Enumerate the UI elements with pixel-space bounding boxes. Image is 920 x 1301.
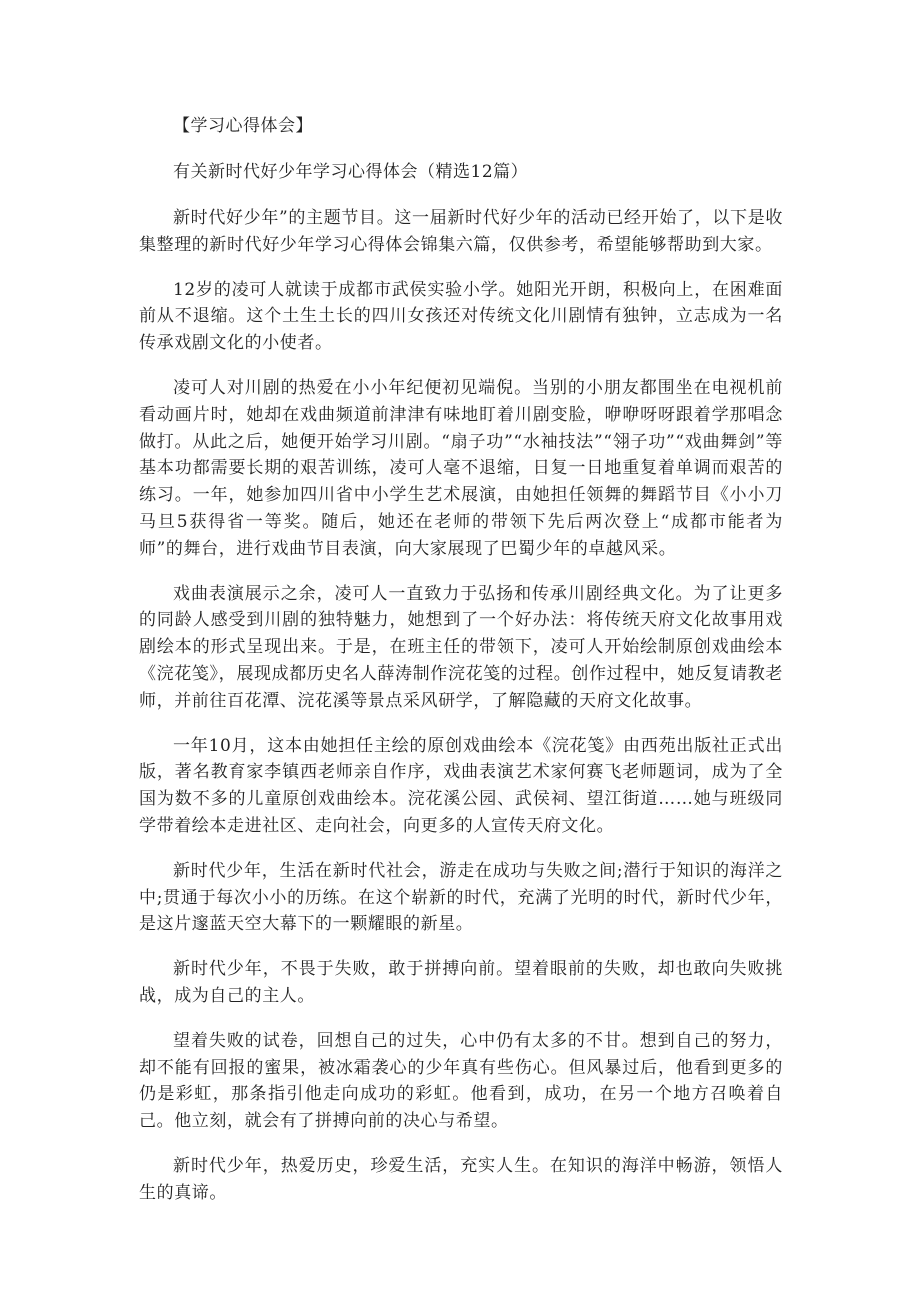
- section-heading: 【学习心得体会】: [173, 116, 313, 136]
- document-body: [139, 113, 783, 1207]
- document-title: 有关新时代好少年学习心得体会（精选12篇）: [173, 162, 529, 182]
- paragraph: 12岁的凌可人就读于成都市武侯实验小学。她阳光开朗，积极向上，在困难面前从不退缩。这个土生土长的四川女孩还对传统文化川剧情有独钟，立志成为一名传承戏剧文化的小使者。: [139, 279, 783, 354]
- paragraph: 戏曲表演展示之余，凌可人一直致力于弘扬和传承川剧经典文化。为了让更多的同龄人感受到川剧的独特魅力，她想到了一个好办法：将传统天府文化故事用戏剧绘本的形式呈现出来。于是，在班主任的带领下，凌可人开始绘制原创戏曲绘本《浣花笺》，展现成都历史名人薛涛制作浣花笺的过程。创作过程中，她反复请教老师，并前往百花潭、浣花溪等景点采风研学，了解隐藏的天府文化故事。: [139, 583, 783, 711]
- paragraph: 望着失败的试卷，回想自己的过失，心中仍有太多的不甘。想到自己的努力，却不能有回报的蜜果，被冰霜袭心的少年真有些伤心。但风暴过后，他看到更多的仍是彩虹，那条指引他走向成功的彩虹。他看到，成功，在另一个地方召唤着自己。他立刻，就会有了拼搏向前的决心与希望。: [139, 1030, 783, 1132]
- paragraph: 新时代少年，生活在新时代社会，游走在成功与失败之间;潜行于知识的海洋之中;贯通于每次小小的历练。在这个崭新的时代，充满了光明的时代，新时代少年，是这片邃蓝天空大幕下的一颗耀眼的新星。: [139, 860, 783, 935]
- paragraph: 新时代少年，热爱历史，珍爱生活，充实人生。在知识的海洋中畅游，领悟人生的真谛。: [139, 1155, 783, 1203]
- paragraph: 新时代少年，不畏于失败，敢于拼搏向前。望着眼前的失败，却也敢向失败挑战，成为自己的主人。: [139, 959, 783, 1006]
- paragraph: 凌可人对川剧的热爱在小小年纪便初见端倪。当别的小朋友都围坐在电视机前看动画片时，她却在戏曲频道前津津有味地盯着川剧变脸，咿咿呀呀跟着学那唱念做打。从此之后，她便开始学习川剧。“扇子功”“水袖技法”“翎子功”“戏曲舞剑”等基本功都需要长期的艰苦训练，凌可人毫不退缩，日复一日地重复着单调而艰苦的练习。一年，她参加四川省中小学生艺术展演，由她担任领舞的舞蹈节目《小小刀马旦5获得省一等奖。随后，她还在老师的带领下先后两次登上“成都市能者为师”的舞台，进行戏曲节目表演，向大家展现了巴蜀少年的卓越风采。: [139, 377, 783, 559]
- paragraph-intro: 新时代好少年”的主题节目。这一届新时代好少年的活动已经开始了，以下是收集整理的新时代好少年学习心得体会锦集六篇，仅供参考，希望能够帮助到大家。: [139, 208, 783, 255]
- paragraph: 一年10月，这本由她担任主绘的原创戏曲绘本《浣花笺》由西苑出版社正式出版，著名教育家李镇西老师亲自作序，戏曲表演艺术家何赛飞老师题词，成为了全国为数不多的儿童原创戏曲绘本。浣花溪公园、武侯祠、望江街道……她与班级同学带着绘本走进社区、走向社会，向更多的人宣传天府文化。: [139, 735, 783, 836]
